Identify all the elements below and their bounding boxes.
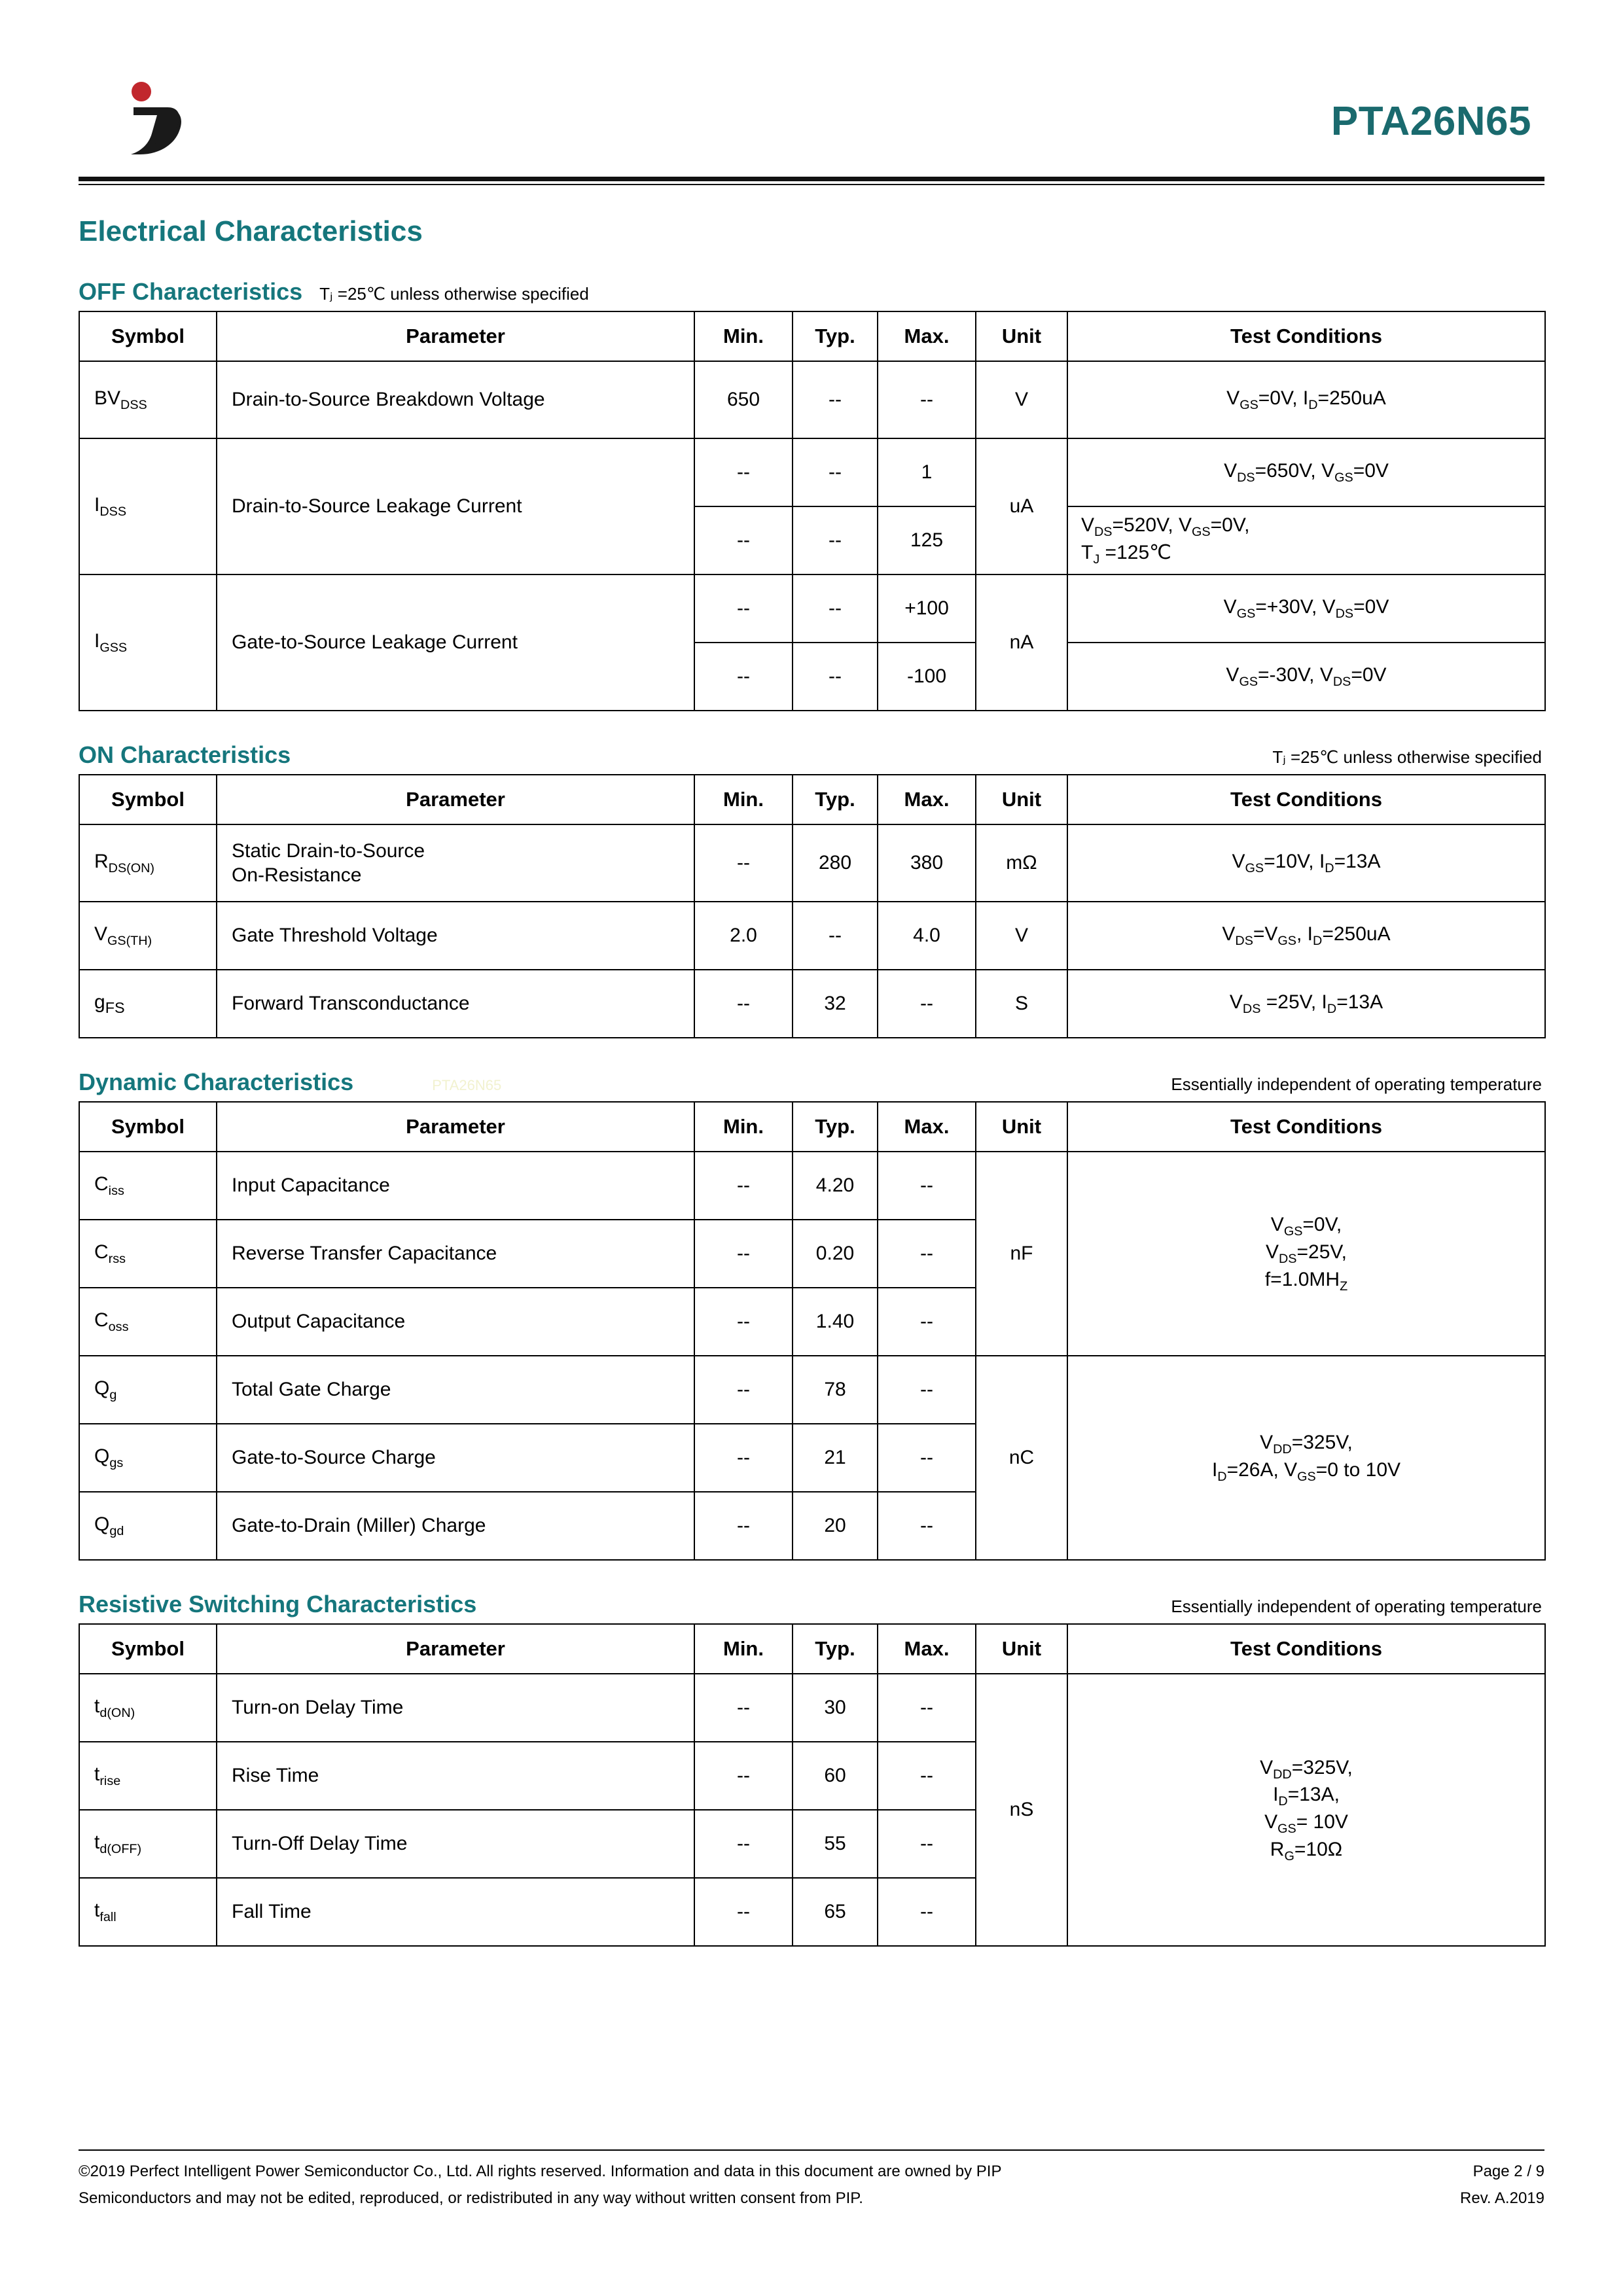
page-header: [79, 72, 1544, 170]
section-title-on: ON Characteristics: [79, 741, 291, 768]
table-row: [79, 1674, 1545, 1742]
symbol-sub: DSS: [99, 504, 127, 520]
cell-typ: 21: [793, 1424, 878, 1492]
cell-conditions: $V_{GS}=0V$, $V_{DS}=25V$, $f=1.0MH_Z$: [1067, 1152, 1545, 1356]
col-unit: Unit: [976, 311, 1067, 361]
col-parameter: Parameter: [217, 311, 694, 361]
cell-max: --: [878, 970, 976, 1038]
footer-revision: Rev. A.2019: [1460, 2189, 1544, 2208]
cell-min: --: [694, 1288, 793, 1356]
col-symbol: Symbol: [79, 1102, 217, 1152]
col-max: Max.: [878, 1102, 976, 1152]
cell-typ: 280: [793, 824, 878, 902]
cell-symbol: [79, 970, 217, 1038]
cell-min: --: [694, 438, 793, 506]
col-parameter: Parameter: [217, 1624, 694, 1674]
table-header-row: [79, 775, 1545, 824]
watermark-text: PTA26N65: [432, 1077, 502, 1093]
col-unit: Unit: [976, 1102, 1067, 1152]
cell-max: -100: [878, 643, 976, 711]
cell-symbol: [79, 574, 217, 711]
cell-min: --: [694, 824, 793, 902]
cell-max: --: [878, 1878, 976, 1946]
col-typ: Typ.: [793, 1102, 878, 1152]
col-parameter: Parameter: [217, 1102, 694, 1152]
cell-parameter: Turn-on Delay Time: [217, 1674, 694, 1742]
cell-parameter: Gate-to-Drain (Miller) Charge: [217, 1492, 694, 1560]
col-test-conditions: Test Conditions: [1067, 775, 1545, 824]
symbol-base: Q: [94, 1377, 110, 1400]
cell-symbol: [79, 824, 217, 902]
cell-max: --: [878, 361, 976, 438]
symbol-base: t: [94, 1763, 100, 1786]
table-row: [79, 1356, 1545, 1424]
symbol-base: C: [94, 1173, 109, 1195]
symbol-sub: DSS: [120, 398, 147, 413]
col-test-conditions: Test Conditions: [1067, 1102, 1545, 1152]
cell-conditions: $V_{GS}=10V$, $I_D=13A$: [1067, 824, 1545, 902]
cell-max: --: [878, 1674, 976, 1742]
col-min: Min.: [694, 775, 793, 824]
symbol-base: g: [94, 991, 105, 1013]
symbol-base: C: [94, 1241, 109, 1263]
cell-conditions: $V_{DS}=650V$, $V_{GS}=0V$: [1067, 438, 1545, 506]
footer-copyright-line1: ©2019 Perfect Intelligent Power Semiconductor Co., Ltd. All rights reserved. Information and data in this document are owned by PIP: [79, 2163, 1002, 2181]
col-unit: Unit: [976, 1624, 1067, 1674]
cell-unit: nC: [976, 1356, 1067, 1560]
cell-symbol: [79, 1810, 217, 1878]
col-symbol: Symbol: [79, 775, 217, 824]
cell-conditions: $V_{DS}=V_{GS}$, $I_D=250uA$: [1067, 902, 1545, 970]
cell-symbol: [79, 1152, 217, 1220]
cell-parameter: Output Capacitance: [217, 1288, 694, 1356]
cell-typ: 20: [793, 1492, 878, 1560]
cell-typ: --: [793, 361, 878, 438]
col-test-conditions: Test Conditions: [1067, 311, 1545, 361]
col-test-conditions: Test Conditions: [1067, 1624, 1545, 1674]
cell-conditions: $V_{DS}=520V$, $V_{GS}=0V$, $T_J$ =125℃: [1067, 506, 1545, 574]
symbol-sub: GSS: [99, 641, 128, 656]
symbol-sub: rss: [108, 1252, 126, 1267]
table-resistive-switching: [79, 1623, 1546, 1947]
cell-parameter: Fall Time: [217, 1878, 694, 1946]
symbol-base: t: [94, 1899, 100, 1922]
page-title: Electrical Characteristics: [79, 215, 423, 247]
cell-conditions: $V_{GS}=-30V$, $V_{DS}=0V$: [1067, 643, 1545, 711]
cell-min: 650: [694, 361, 793, 438]
cell-symbol: [79, 1674, 217, 1742]
cell-min: --: [694, 506, 793, 574]
symbol-sub: iss: [108, 1184, 124, 1199]
symbol-sub: oss: [108, 1320, 129, 1335]
cell-parameter: Input Capacitance: [217, 1152, 694, 1220]
cell-max: 1: [878, 438, 976, 506]
cell-parameter: Turn-Off Delay Time: [217, 1810, 694, 1878]
cell-symbol: [79, 902, 217, 970]
symbol-base: C: [94, 1309, 109, 1332]
section-header-switching: [79, 1591, 1544, 1618]
cell-min: --: [694, 1220, 793, 1288]
symbol-base: Q: [94, 1445, 110, 1468]
symbol-base: R: [94, 851, 109, 873]
col-min: Min.: [694, 1102, 793, 1152]
cell-typ: 60: [793, 1742, 878, 1810]
cell-min: --: [694, 1878, 793, 1946]
cell-parameter: Gate-to-Source Leakage Current: [217, 574, 694, 711]
footer-divider: [79, 2149, 1544, 2151]
col-max: Max.: [878, 1624, 976, 1674]
cell-min: --: [694, 1152, 793, 1220]
cell-conditions: $V_{DS} =25V$, $I_D=13A$: [1067, 970, 1545, 1038]
cell-unit: mΩ: [976, 824, 1067, 902]
cell-symbol: [79, 361, 217, 438]
cell-max: --: [878, 1152, 976, 1220]
cell-unit: S: [976, 970, 1067, 1038]
symbol-sub: gd: [109, 1524, 124, 1539]
footer-row-2: [79, 2185, 1544, 2212]
cell-parameter: Gate-to-Source Charge: [217, 1424, 694, 1492]
section-title-dynamic: Dynamic Characteristics: [79, 1069, 354, 1095]
section-title-switching: Resistive Switching Characteristics: [79, 1591, 477, 1617]
cell-typ: 55: [793, 1810, 878, 1878]
cell-min: 2.0: [694, 902, 793, 970]
header-divider: [79, 177, 1544, 185]
col-max: Max.: [878, 775, 976, 824]
cell-max: --: [878, 1742, 976, 1810]
cell-max: --: [878, 1356, 976, 1424]
section-title-off: OFF Characteristics: [79, 278, 303, 305]
cell-typ: 30: [793, 1674, 878, 1742]
col-parameter: Parameter: [217, 775, 694, 824]
cell-max: --: [878, 1288, 976, 1356]
logo-wrap: [79, 77, 209, 166]
cell-conditions: $V_{GS}=0V$, $I_D=250uA$: [1067, 361, 1545, 438]
col-typ: Typ.: [793, 311, 878, 361]
cell-unit: uA: [976, 438, 1067, 574]
section-note-on: Tⱼ =25℃ unless otherwise specified: [1272, 747, 1542, 767]
table-on-characteristics: [79, 774, 1546, 1038]
cell-unit: nF: [976, 1152, 1067, 1356]
cell-min: --: [694, 1742, 793, 1810]
cell-typ: 0.20: [793, 1220, 878, 1288]
cell-parameter: Total Gate Charge: [217, 1356, 694, 1424]
footer-page-number: Page 2 / 9: [1472, 2163, 1544, 2181]
cell-parameter: Forward Transconductance: [217, 970, 694, 1038]
table-row: [79, 1152, 1545, 1220]
col-min: Min.: [694, 311, 793, 361]
table-row: [79, 361, 1545, 438]
footer-copyright-line2: Semiconductors and may not be edited, reproduced, or redistributed in any way without written consent from PIP.: [79, 2189, 863, 2208]
cell-symbol: [79, 1742, 217, 1810]
cell-typ: 32: [793, 970, 878, 1038]
symbol-sub: DS(ON): [108, 861, 154, 876]
symbol-base: BV: [94, 387, 121, 410]
cell-min: --: [694, 1674, 793, 1742]
symbol-sub: g: [109, 1388, 117, 1403]
cell-parameter: Static Drain-to-Source On-Resistance: [217, 824, 694, 902]
cell-typ: --: [793, 438, 878, 506]
table-off-characteristics: [79, 311, 1546, 711]
col-unit: Unit: [976, 775, 1067, 824]
symbol-sub: fall: [99, 1910, 116, 1925]
cell-parameter: Reverse Transfer Capacitance: [217, 1220, 694, 1288]
section-note-dynamic: Essentially independent of operating temperature: [1171, 1074, 1542, 1094]
cell-unit: V: [976, 361, 1067, 438]
cell-max: 125: [878, 506, 976, 574]
cell-max: --: [878, 1424, 976, 1492]
table-row: [79, 438, 1545, 506]
section-note-switching: Essentially independent of operating temperature: [1171, 1597, 1542, 1616]
cell-conditions: $V_{DD}=325V$, $I_D=26A$, $V_{GS}=0$ to 10V: [1067, 1356, 1545, 1560]
cell-conditions: $V_{DD}=325V$, $I_D=13A$, $V_{GS}= 10V$ $R_G=10\Omega$: [1067, 1674, 1545, 1946]
cell-min: --: [694, 643, 793, 711]
section-header-on: [79, 741, 1544, 769]
cell-max: --: [878, 1220, 976, 1288]
cell-typ: 1.40: [793, 1288, 878, 1356]
cell-parameter: Drain-to-Source Leakage Current: [217, 438, 694, 574]
section-header-off: [79, 278, 1544, 306]
cell-typ: --: [793, 506, 878, 574]
cell-max: --: [878, 1810, 976, 1878]
section-note-off: Tⱼ =25℃ unless otherwise specified: [319, 284, 589, 304]
cell-symbol: [79, 1356, 217, 1424]
symbol-base: V: [94, 923, 108, 945]
cell-min: --: [694, 1492, 793, 1560]
col-symbol: Symbol: [79, 311, 217, 361]
cell-min: --: [694, 970, 793, 1038]
table-row: [79, 574, 1545, 643]
symbol-base: t: [94, 1695, 100, 1718]
section-header-dynamic: [79, 1069, 1544, 1096]
cell-min: --: [694, 1810, 793, 1878]
part-number: PTA26N65: [1330, 98, 1531, 144]
cell-min: --: [694, 1424, 793, 1492]
col-typ: Typ.: [793, 1624, 878, 1674]
table-header-row: [79, 1624, 1545, 1674]
symbol-base: t: [94, 1831, 100, 1854]
symbol-sub: d(ON): [99, 1706, 135, 1721]
cell-parameter: Rise Time: [217, 1742, 694, 1810]
footer-row-1: [79, 2159, 1544, 2185]
symbol-base: I: [94, 630, 100, 652]
cell-typ: 65: [793, 1878, 878, 1946]
table-dynamic-characteristics: [79, 1101, 1546, 1561]
table-row: [79, 970, 1545, 1038]
cell-min: --: [694, 574, 793, 643]
symbol-sub: gs: [109, 1456, 124, 1471]
cell-symbol: [79, 1288, 217, 1356]
symbol-sub: GS(TH): [107, 934, 152, 949]
page-footer: [79, 2149, 1544, 2212]
cell-typ: --: [793, 574, 878, 643]
cell-typ: 78: [793, 1356, 878, 1424]
symbol-sub: FS: [105, 998, 125, 1016]
cell-symbol: [79, 1424, 217, 1492]
symbol-base: I: [94, 494, 100, 516]
cell-max: +100: [878, 574, 976, 643]
cell-unit: nA: [976, 574, 1067, 711]
table-row: [79, 902, 1545, 970]
cell-conditions: $V_{GS}=+30V$, $V_{DS}=0V$: [1067, 574, 1545, 643]
pip-logo-icon: [111, 77, 209, 166]
cell-symbol: [79, 1492, 217, 1560]
cell-max: 380: [878, 824, 976, 902]
cell-min: --: [694, 1356, 793, 1424]
table-header-row: [79, 311, 1545, 361]
cell-typ: 4.20: [793, 1152, 878, 1220]
cell-symbol: [79, 438, 217, 574]
col-symbol: Symbol: [79, 1624, 217, 1674]
col-min: Min.: [694, 1624, 793, 1674]
symbol-sub: d(OFF): [99, 1842, 142, 1857]
cell-max: 4.0: [878, 902, 976, 970]
cell-unit: V: [976, 902, 1067, 970]
cell-symbol: [79, 1220, 217, 1288]
col-max: Max.: [878, 311, 976, 361]
cell-symbol: [79, 1878, 217, 1946]
table-header-row: [79, 1102, 1545, 1152]
symbol-sub: rise: [99, 1774, 121, 1789]
cell-parameter: Gate Threshold Voltage: [217, 902, 694, 970]
symbol-base: Q: [94, 1513, 110, 1536]
col-typ: Typ.: [793, 775, 878, 824]
cell-parameter: Drain-to-Source Breakdown Voltage: [217, 361, 694, 438]
cell-max: --: [878, 1492, 976, 1560]
cell-typ: --: [793, 902, 878, 970]
cell-unit: nS: [976, 1674, 1067, 1946]
table-row: [79, 824, 1545, 902]
cell-typ: --: [793, 643, 878, 711]
